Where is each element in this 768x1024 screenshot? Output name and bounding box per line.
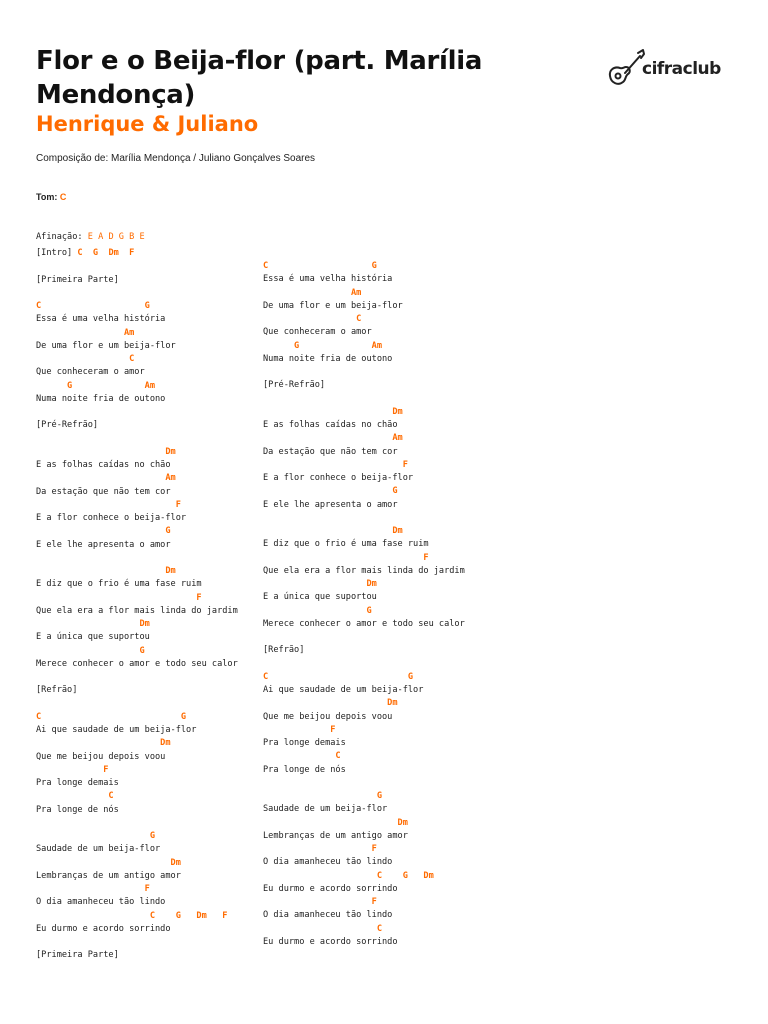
chord-line[interactable]: Dm xyxy=(263,406,403,417)
chord-line[interactable]: Am xyxy=(263,433,403,444)
lyric-line: Eu durmo e acordo sorrindo xyxy=(36,923,171,934)
section-label: [Pré-Refrão] xyxy=(263,380,326,391)
key-value[interactable]: C xyxy=(59,192,67,202)
section-label: [Intro] xyxy=(36,248,78,258)
lyric-line: E a única que suportou xyxy=(263,592,377,603)
lyric-line: De uma flor e um beija-flor xyxy=(36,340,176,351)
chord-line[interactable]: F xyxy=(263,844,377,854)
blank-line xyxy=(36,671,238,684)
tuning-value[interactable]: E A D G B E xyxy=(87,232,145,242)
blank-line xyxy=(36,260,238,273)
lyric-line: Que me beijou depois voou xyxy=(36,751,166,762)
cifraclub-logo[interactable] xyxy=(606,46,722,92)
lyric-line: O dia amanheceu tão lindo xyxy=(263,857,393,868)
chord-line[interactable]: Dm xyxy=(263,817,408,828)
chord-line[interactable]: Dm xyxy=(36,619,150,629)
chord-line[interactable]: Dm xyxy=(263,526,403,536)
logo-wordmark: cifraclub xyxy=(642,59,721,79)
lyric-line: Que ela era a flor mais linda do jardim xyxy=(263,565,465,576)
chord-line[interactable]: Dm xyxy=(36,446,176,457)
lyric-line: Que ela era a flor mais linda do jardim xyxy=(36,605,238,616)
key-label: Tom: xyxy=(36,192,58,202)
lyric-line: Saudade de um beija-flor xyxy=(263,804,388,815)
chord-line[interactable]: Dm xyxy=(36,857,181,868)
blank-line xyxy=(36,552,238,565)
chord-line[interactable]: C G xyxy=(36,711,187,722)
blank-line xyxy=(36,817,238,830)
lyrics-column-right xyxy=(263,260,465,949)
lyric-line: Eu durmo e acordo sorrindo xyxy=(263,883,398,894)
chord-line[interactable]: F xyxy=(263,724,336,735)
chord-line[interactable]: Dm xyxy=(36,566,176,576)
lyric-line: Pra longe de nós xyxy=(263,764,346,775)
lyric-line: Merece conhecer o amor e todo seu calor xyxy=(263,618,465,629)
lyric-line: Que conheceram o amor xyxy=(263,327,372,338)
lyric-line: Que conheceram o amor xyxy=(36,367,145,378)
chord-line[interactable]: F xyxy=(263,897,377,907)
chord-line[interactable]: G xyxy=(36,831,155,841)
section-label: [Primeira Parte] xyxy=(36,274,119,285)
lyric-line: Pra longe de nós xyxy=(36,804,119,815)
blank-line xyxy=(263,366,465,379)
chord-line[interactable]: C xyxy=(263,923,382,934)
artist-name[interactable]: Henrique & Juliano xyxy=(36,112,259,136)
lyric-line: E as folhas caídas no chão xyxy=(36,460,171,470)
lyric-line: E ele lhe apresenta o amor xyxy=(36,539,171,550)
song-key xyxy=(36,192,66,202)
chord-line[interactable]: C G xyxy=(263,261,377,271)
lyrics-column-left xyxy=(36,247,238,963)
chord-line[interactable]: C G xyxy=(263,671,414,682)
lyric-line: E ele lhe apresenta o amor xyxy=(263,499,398,510)
chord-line[interactable]: G xyxy=(263,791,382,801)
lyric-line: E diz que o frio é uma fase ruim xyxy=(36,579,202,590)
lyric-line: Essa é uma velha história xyxy=(36,314,166,325)
chord-line[interactable]: F xyxy=(36,592,202,603)
chord-line[interactable]: F xyxy=(263,552,429,563)
section-label: [Primeira Parte] xyxy=(36,950,119,961)
lyric-line: Da estação que não tem cor xyxy=(263,446,398,457)
chord-line[interactable]: G Am xyxy=(263,340,382,351)
chord-line[interactable]: Am xyxy=(36,473,176,484)
tuning-label: Afinação: xyxy=(36,232,83,242)
chord-line[interactable]: G xyxy=(36,526,171,537)
chord-line[interactable]: F xyxy=(36,499,181,510)
chord-line[interactable]: Dm xyxy=(263,698,398,709)
lyric-line: E diz que o frio é uma fase ruim xyxy=(263,539,429,550)
blank-line xyxy=(36,406,238,419)
composition-credit: Composição de: Marília Mendonça / Juliano Gonçalves Soares xyxy=(36,153,316,164)
chord-line[interactable]: C xyxy=(36,354,135,364)
lyric-line: Saudade de um beija-flor xyxy=(36,844,161,855)
section-label: [Pré-Refrão] xyxy=(36,420,99,431)
lyric-line: Pra longe demais xyxy=(36,778,119,788)
chord-line[interactable]: G Am xyxy=(36,380,155,391)
section-label: [Refrão] xyxy=(263,645,305,656)
chord-line[interactable]: Am xyxy=(36,327,135,338)
blank-line xyxy=(263,631,465,644)
chord-line[interactable]: G xyxy=(263,486,398,497)
blank-line xyxy=(36,287,238,300)
blank-line xyxy=(263,512,465,525)
lyric-line: O dia amanheceu tão lindo xyxy=(263,910,393,921)
lyric-line: Lembranças de um antigo amor xyxy=(36,870,181,881)
chord-line[interactable]: G xyxy=(263,605,372,616)
chord-line[interactable]: C G Dm F xyxy=(36,910,228,921)
blank-line xyxy=(263,393,465,406)
blank-line xyxy=(36,433,238,446)
chord-line[interactable]: C xyxy=(36,791,114,802)
chord-line[interactable]: Am xyxy=(263,287,362,298)
chord-line[interactable]: C xyxy=(263,314,362,324)
lyric-line: Essa é uma velha história xyxy=(263,274,393,285)
section-label: [Refrão] xyxy=(36,685,78,696)
chord-line[interactable]: F xyxy=(36,884,150,894)
lyric-line: Ai que saudade de um beija-flor xyxy=(36,725,197,735)
chord-line[interactable]: G xyxy=(36,645,145,656)
blank-line xyxy=(36,698,238,711)
lyric-line: O dia amanheceu tão lindo xyxy=(36,897,166,908)
lyric-line: Da estação que não tem cor xyxy=(36,486,171,497)
tuning xyxy=(36,232,145,242)
lyric-line: De uma flor e um beija-flor xyxy=(263,300,403,311)
lyric-line: Que me beijou depois voou xyxy=(263,711,393,722)
lyric-line: E a flor conhece o beija-flor xyxy=(36,513,187,523)
intro-line xyxy=(36,247,238,260)
lyric-line: Merece conhecer o amor e todo seu calor xyxy=(36,658,238,669)
chord-line[interactable]: F xyxy=(36,764,109,775)
chord-line[interactable]: Dm xyxy=(263,579,377,589)
lyric-line: Numa noite fria de outono xyxy=(36,393,166,404)
intro-chords[interactable]: C G Dm F xyxy=(77,248,135,258)
lyric-line: Numa noite fria de outono xyxy=(263,353,393,364)
guitar-icon xyxy=(606,46,646,92)
lyric-line: E as folhas caídas no chão xyxy=(263,420,398,430)
blank-line xyxy=(36,936,238,949)
lyric-line: Ai que saudade de um beija-flor xyxy=(263,685,424,695)
lyric-line: E a única que suportou xyxy=(36,632,150,643)
chord-line[interactable]: C xyxy=(263,751,341,762)
chord-line[interactable]: C G Dm xyxy=(263,870,434,881)
lyric-line: Eu durmo e acordo sorrindo xyxy=(263,936,398,947)
lyric-line: Pra longe demais xyxy=(263,738,346,748)
chord-line[interactable]: Dm xyxy=(36,738,171,749)
chord-line[interactable]: C G xyxy=(36,301,150,311)
blank-line xyxy=(263,658,465,671)
lyric-line: Lembranças de um antigo amor xyxy=(263,830,408,841)
song-title: Flor e o Beija-flor (part. Marília Mendonça) xyxy=(36,46,483,110)
blank-line xyxy=(263,777,465,790)
lyric-line: E a flor conhece o beija-flor xyxy=(263,473,414,483)
chord-line[interactable]: F xyxy=(263,459,408,470)
